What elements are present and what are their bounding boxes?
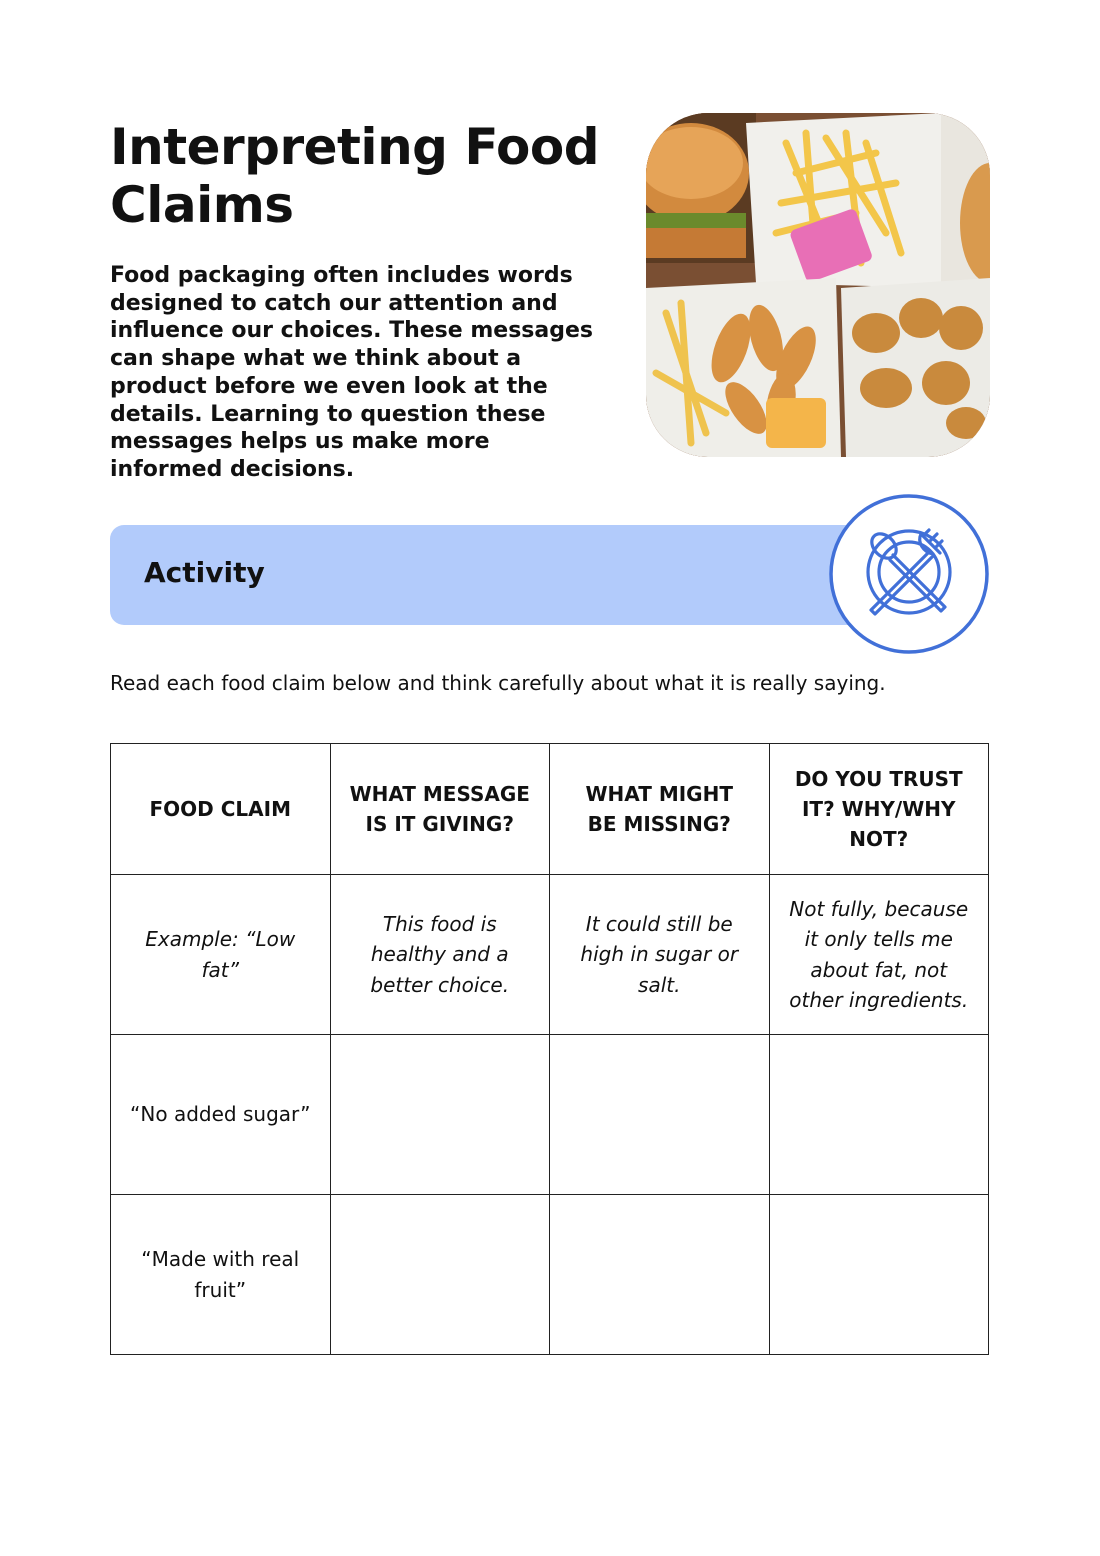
claim-cell: Example: “Low fat” <box>111 875 331 1035</box>
message-answer-cell[interactable] <box>330 1195 550 1355</box>
table-header-row <box>111 744 989 875</box>
column-header-missing: WHAT MIGHT BE MISSING? <box>550 744 770 875</box>
table-row <box>111 1195 989 1355</box>
table-row <box>111 875 989 1035</box>
missing-answer-cell[interactable] <box>550 1035 770 1195</box>
plate-spoon-fork-icon <box>829 494 989 654</box>
activity-instructions: Read each food claim below and think carefully about what it is really saying. <box>110 671 886 695</box>
activity-banner <box>110 525 880 625</box>
trust-cell: Not fully, because it only tells me about fat, not other ingredients. <box>769 875 989 1035</box>
food-claims-table <box>110 743 989 1355</box>
fast-food-illustration <box>646 113 990 457</box>
missing-answer-cell[interactable] <box>550 1195 770 1355</box>
table-row <box>111 1035 989 1195</box>
column-header-food-claim: FOOD CLAIM <box>111 744 331 875</box>
trust-answer-cell[interactable] <box>769 1035 989 1195</box>
intro-paragraph: Food packaging often includes words designed to catch our attention and influence our choices. These messages can shape what we think about a product before we even look at the details. Learning to question these messages helps us make more informed decisions. <box>110 263 594 482</box>
activity-heading: Activity <box>144 556 265 589</box>
column-header-trust: DO YOU TRUST IT? WHY/WHY NOT? <box>769 744 989 875</box>
message-cell: This food is healthy and a better choice. <box>330 875 550 1035</box>
page-title: Interpreting Food Claims <box>110 118 599 234</box>
message-answer-cell[interactable] <box>330 1035 550 1195</box>
claim-cell: “Made with real fruit” <box>111 1195 331 1355</box>
column-header-message: WHAT MESSAGE IS IT GIVING? <box>330 744 550 875</box>
claim-cell: “No added sugar” <box>111 1035 331 1195</box>
fast-food-photo <box>646 113 990 457</box>
trust-answer-cell[interactable] <box>769 1195 989 1355</box>
missing-cell: It could still be high in sugar or salt. <box>550 875 770 1035</box>
